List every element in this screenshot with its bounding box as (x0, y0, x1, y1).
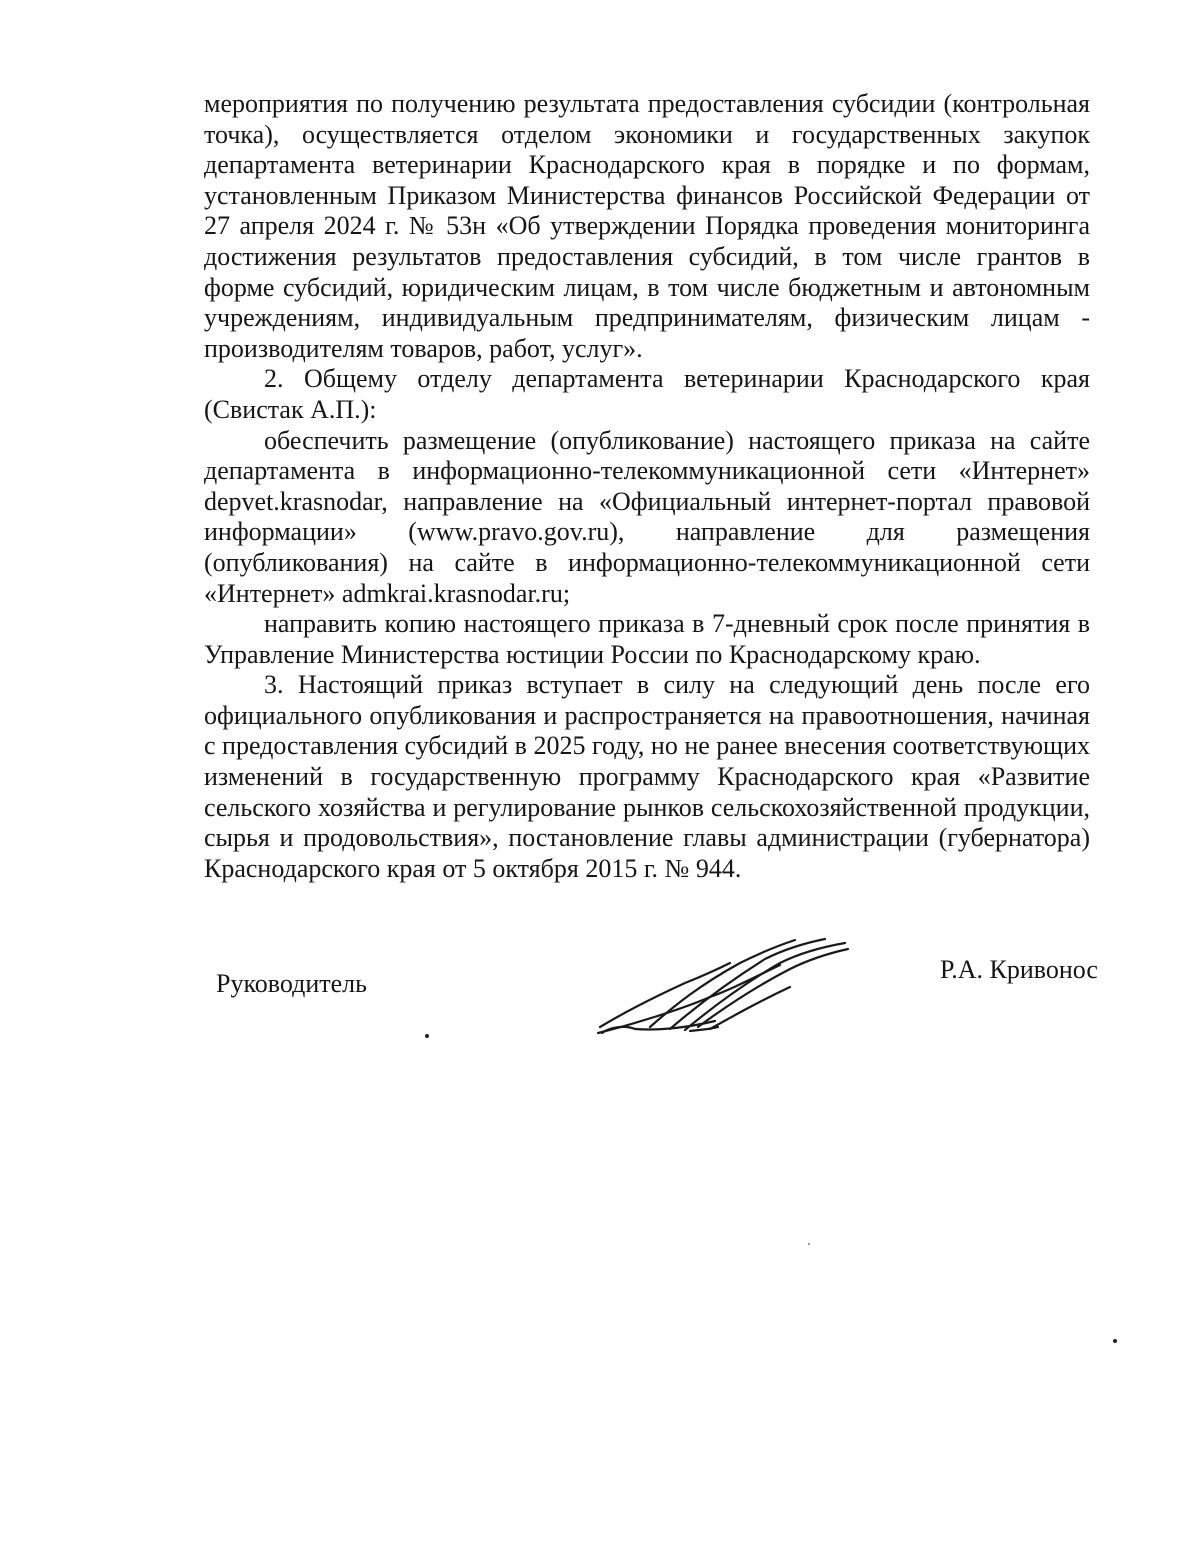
paragraph-monitoring: мероприятия по получению результата предоставления субсидии (контрольная точка), осуществляется отделом экономики и государственных закупок департамента ветеринарии Краснодарского края в порядке и по формам, установленным Приказом Министерства финансов Российской Федерации от 27 апреля 2024 г. № 53н «Об утверждении Порядка проведения мониторинга достижения результатов предоставления субсидий, в том числе грантов в форме субсидий, юридическим лицам, в том числе бюджетным и автономным учреждениям, индивидуальным предпринимателям, физическим лицам - производителям товаров, работ, услуг». (204, 89, 1090, 363)
signatory-title: Руководитель (216, 969, 367, 998)
signatory-name: Р.А. Кривонос (940, 955, 1098, 984)
handwritten-signature (590, 935, 860, 1045)
paragraph-item-2: 2. Общему отделу департамента ветеринарии Краснодарского края (Свистак А.П.): (204, 364, 1090, 424)
paragraph-item-3: 3. Настоящий приказ вступает в силу на следующий день после его официального опубликования и распространяется на правоотношения, начиная с предоставления субсидий в 2025 году, но не ранее внесения соответствующих изменений в государственную программу Краснодарского края «Развитие сельского хозяйства и регулирование рынков сельскохозяйственной продукции, сырья и продовольствия», постановление главы администрации (губернатора) Краснодарского края от 5 октября 2015 г. № 944. (204, 670, 1090, 883)
document-body (204, 89, 1090, 884)
scan-speck (1113, 1339, 1117, 1343)
paragraph-copy: направить копию настоящего приказа в 7-дневный срок после принятия в Управление Министерства юстиции России по Краснодарскому краю. (204, 609, 1090, 669)
scan-speck (808, 1243, 810, 1245)
scan-speck (425, 1034, 429, 1038)
paragraph-publication: обеспечить размещение (опубликование) настоящего приказа на сайте департамента в информационно-телекоммуникационной сети «Интернет» depvet.krasnodar, направление на «Официальный интернет-портал правовой информации» (www.pravo.gov.ru), направление для размещения (опубликования) на сайте в информационно-телекоммуникационной сети «Интернет» admkrai.krasnodar.ru; (204, 425, 1090, 608)
